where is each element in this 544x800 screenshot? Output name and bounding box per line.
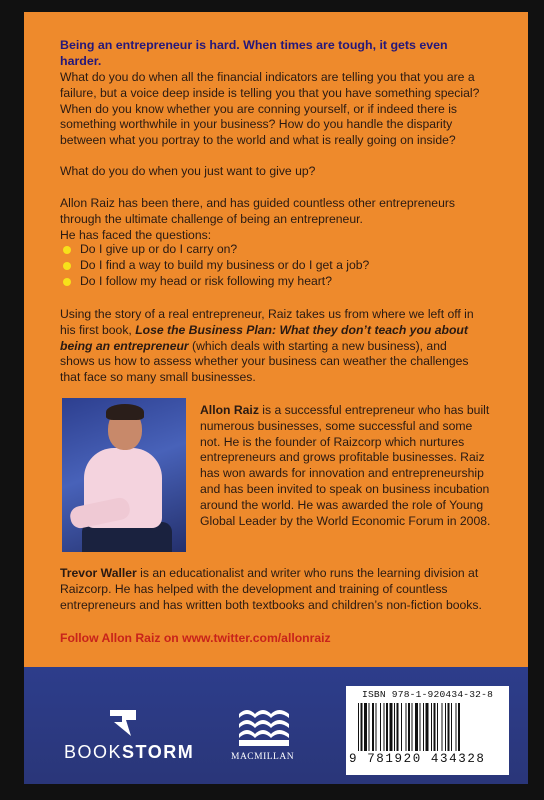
isbn-text: ISBN 978-1-920434-32-8 (362, 689, 494, 700)
macmillan-wordmark: MACMILLAN (231, 752, 295, 762)
raiz-paragraph-text: Allon Raiz has been there, and has guided countless other entrepreneurs through the ultimate challenge of being an entrepreneur. (60, 196, 455, 226)
intro-paragraph: What do you do when all the financial indicators are telling you that you are a failure, but a voice deep inside is telling you that you have something special? When do you know whether you are conning yourself, or if indeed there is something worthwhile in your business? How do you handle the disparity between what you portray to the world and what is really going on inside? (60, 70, 480, 148)
list-item: Do I follow my head or risk following my heart? (60, 274, 480, 290)
barcode-panel (346, 686, 509, 775)
barcode-digits: 9 781920 434328 (349, 752, 486, 766)
macmillan-logo-icon (237, 704, 291, 748)
list-item: Do I give up or do I carry on? (60, 242, 480, 258)
list-item: Do I find a way to build my business or do I get a job? (60, 258, 480, 274)
coauthor-bio: Trevor Waller is an educationalist and writer who runs the learning division at Raizcorp. He has helped with the development and training of countless entrepreneurs and has written both textbooks and children’s non-fiction books. (60, 566, 482, 612)
twitter-follow-link[interactable]: Follow Allon Raiz on www.twitter.com/allonraiz (60, 631, 331, 645)
raiz-paragraph (60, 196, 480, 243)
author-name: Allon Raiz (200, 403, 259, 417)
give-up-question: What do you do when you just want to give up? (60, 164, 316, 178)
question-list (60, 242, 480, 289)
story-paragraph: Using the story of a real entrepreneur, Raiz takes us from where we left off in his first book, Lose the Business Plan: What they don’t teach you about being an entrepreneur (which deals with starting a new business), and shows us how to assess whether your business can weather the challenges that face so many small businesses. (60, 307, 474, 385)
author-photo (62, 398, 186, 552)
author-bio: Allon Raiz is a successful entrepreneur who has built numerous businesses, some successful and some not. He is the founder of Raizcorp which nurtures entrepreneurs and grows profitable businesses. Raiz has won awards for innovation and entrepreneurship and has been invited to speak on business incubation around the world. He was awarded the role of Young Global Leader by the World Economic Forum in 2008. (200, 403, 491, 528)
bookstorm-logo: BOOKSTORM (64, 742, 195, 762)
bookstorm-lightning-icon (108, 708, 138, 738)
bullet-dot-icon (63, 278, 71, 286)
coauthor-name: Trevor Waller (60, 566, 137, 580)
first-book-title: Lose the Business Plan: What they don’t teach you about being an entrepreneur (60, 322, 468, 353)
barcode-icon (358, 703, 496, 751)
bullet-dot-icon (63, 262, 71, 270)
questions-lead: He has faced the questions: (60, 227, 212, 242)
book-back-cover (24, 12, 528, 784)
bullet-dot-icon (63, 246, 71, 254)
headline: Being an entrepreneur is hard. When times are tough, it gets even harder. (60, 38, 448, 68)
